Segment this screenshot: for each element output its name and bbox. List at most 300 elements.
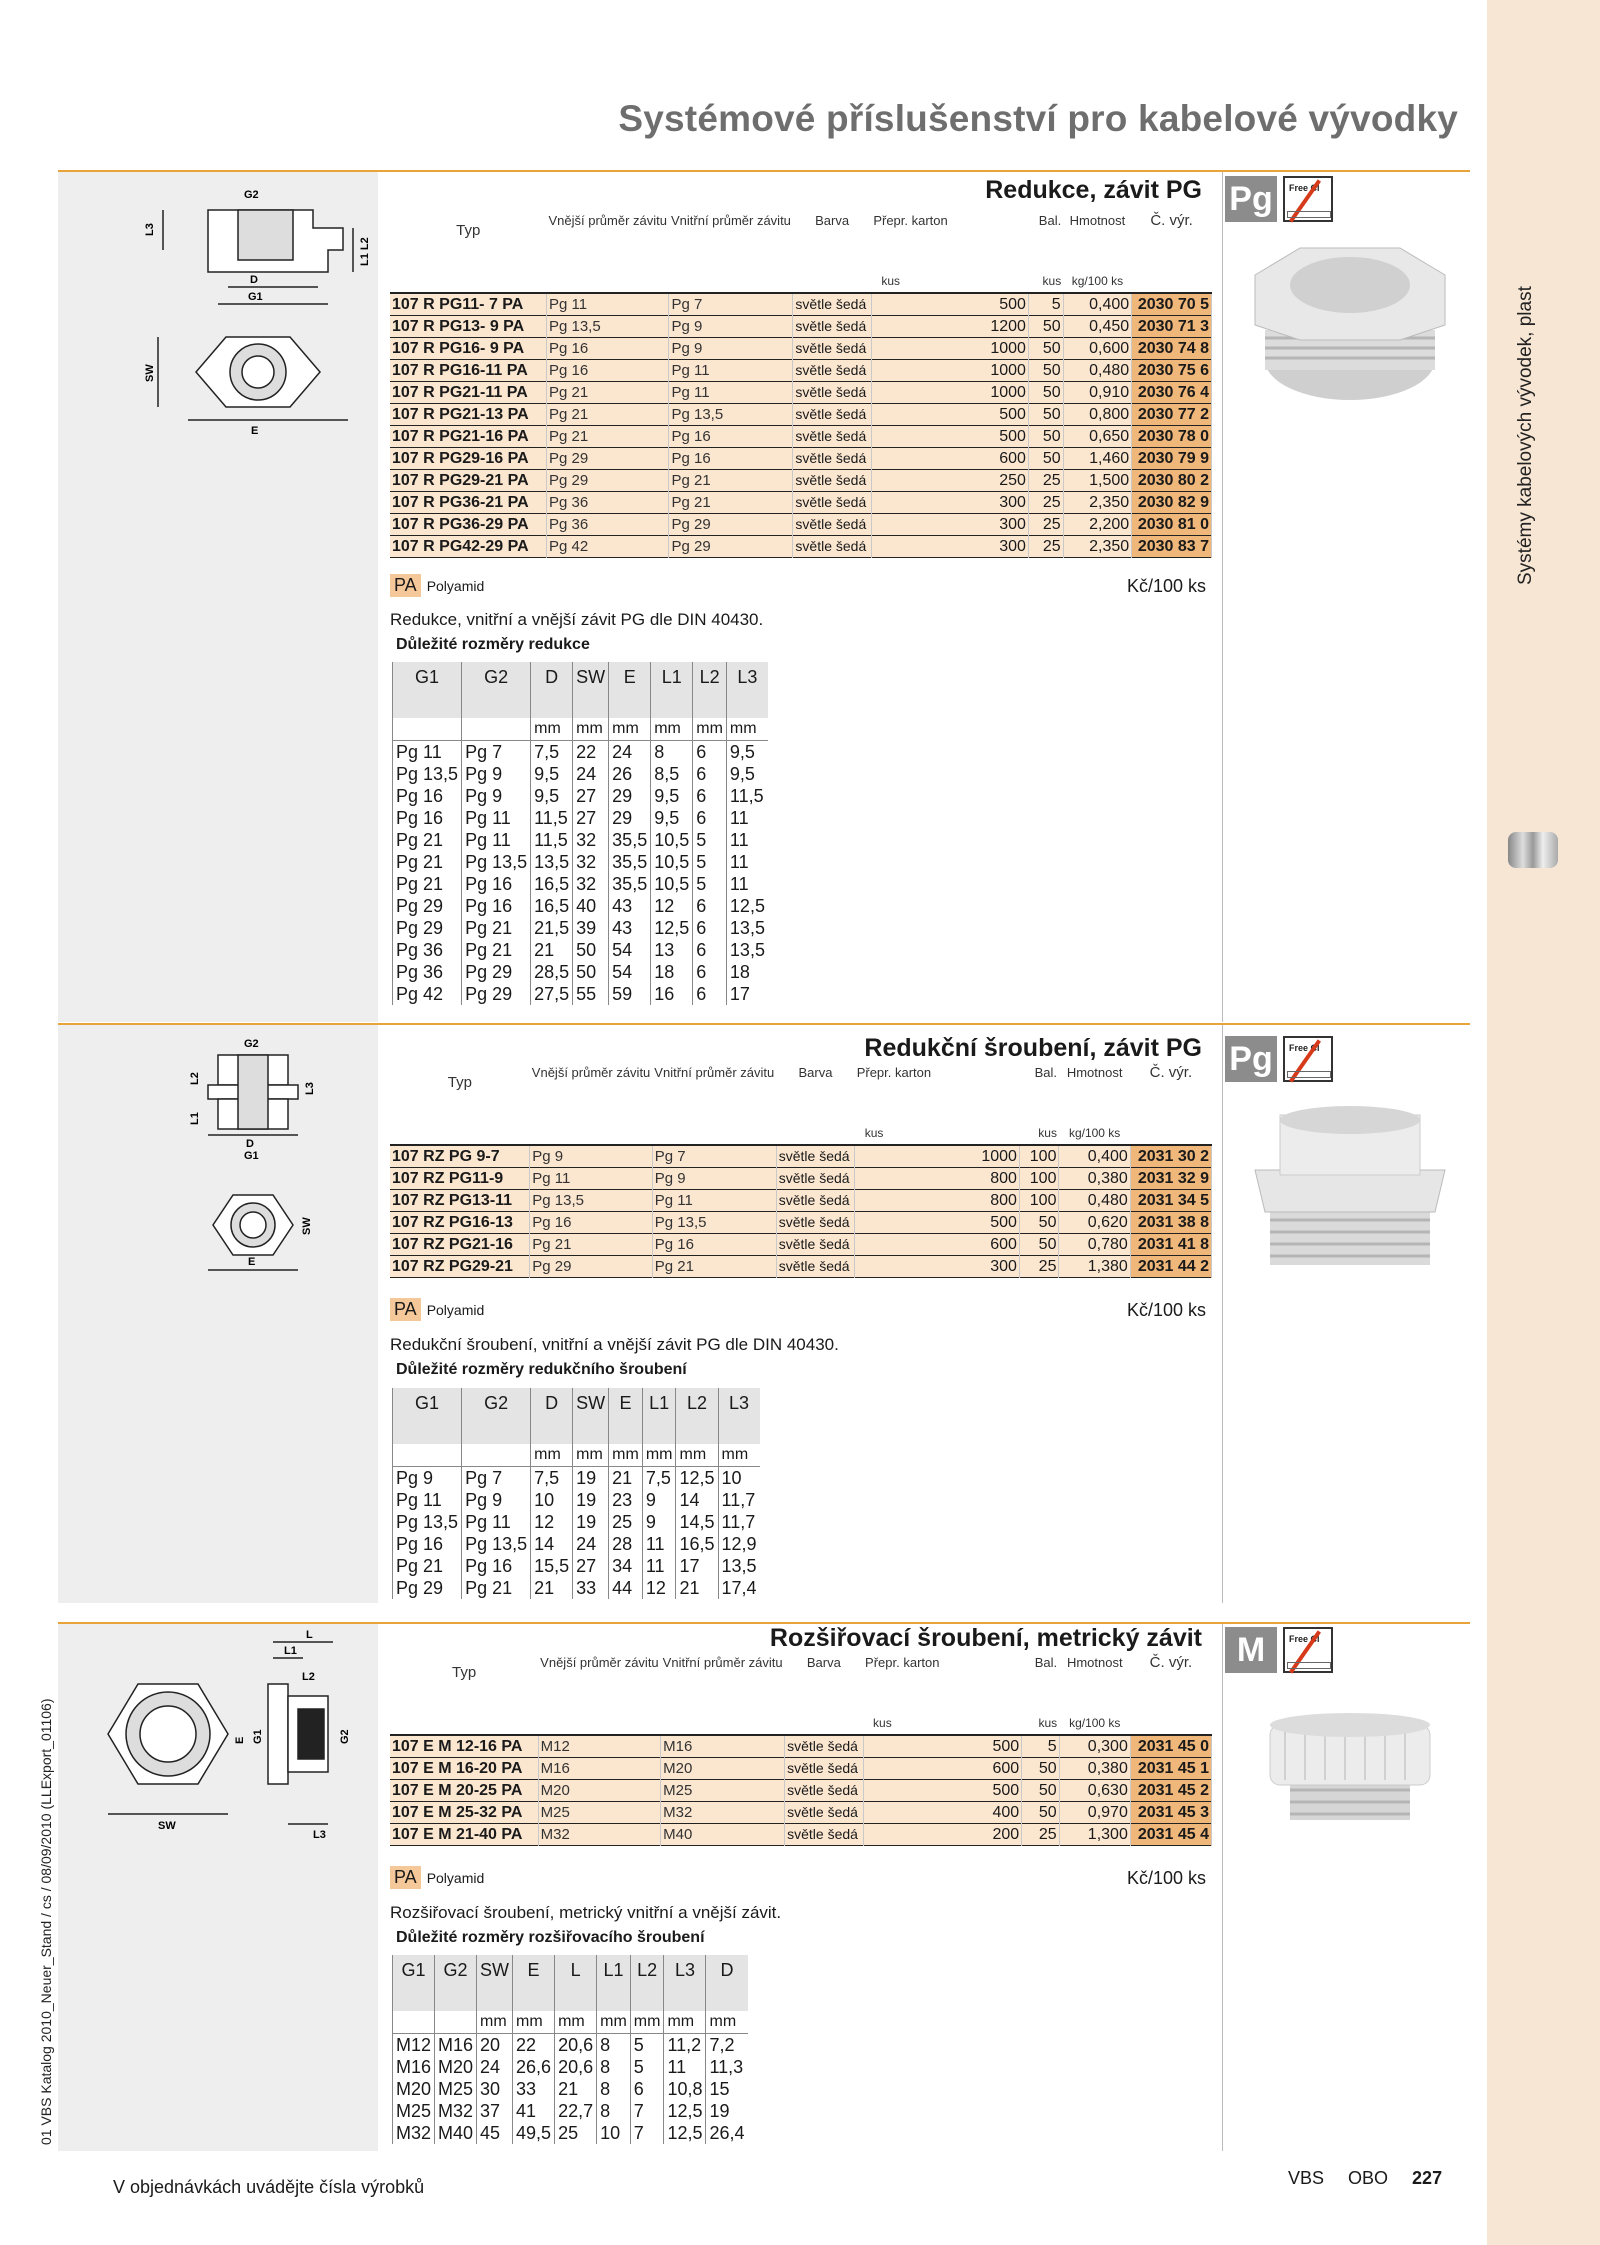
dim-label-g2: G2: [244, 189, 259, 201]
dims-cell: 13,5: [718, 1555, 760, 1577]
table-row: [390, 1168, 1212, 1190]
drawing-panel-2: [58, 1025, 378, 1603]
dims-cell: Pg 16: [462, 1555, 531, 1577]
dims-cell: 18: [651, 961, 693, 983]
dims-cell: 17: [676, 1555, 718, 1577]
dims-cell: 19: [706, 2100, 748, 2122]
dims-cell: Pg 11: [462, 829, 531, 851]
dims-cell: 26,4: [706, 2122, 748, 2144]
dims-cell: 12,5: [664, 2100, 706, 2122]
dims-cell: 32: [573, 851, 609, 873]
cell-type: 107 RZ PG29-21: [390, 1256, 530, 1278]
dim-label-g2: G2: [339, 1729, 351, 1744]
technical-drawing-reducing-fitting: [58, 1025, 378, 1285]
dims-row: [393, 895, 768, 917]
dims-row: [393, 2078, 748, 2100]
dims-cell: 8: [597, 2100, 631, 2122]
cell-pack: 25: [1028, 536, 1063, 558]
catalog-export-note: 01 VBS Katalog 2010_Neuer_Stand / cs / 08/09/2010 (LLExport_01106): [38, 1698, 54, 2145]
cell-pack: 50: [1028, 316, 1063, 338]
dims-cell: 7: [630, 2122, 664, 2144]
cell-outer-thread: Pg 29: [546, 448, 669, 470]
dims-row: [393, 1533, 760, 1555]
dims-cell: 21: [531, 939, 573, 961]
table-row: [390, 1256, 1212, 1278]
cell-pack: 50: [1019, 1234, 1059, 1256]
dims-cell: 11: [642, 1555, 676, 1577]
dims-cell: 12,5: [726, 895, 768, 917]
dim-label-l3: L3: [313, 1829, 326, 1841]
dims-cell: Pg 7: [462, 741, 531, 764]
drawing-panel-1: [58, 172, 378, 1022]
cell-pack: 100: [1019, 1145, 1059, 1168]
cell-outer-thread: M32: [538, 1824, 661, 1846]
product-description: Rozšiřovací šroubení, metrický vnitřní a vnější závit.: [390, 1903, 782, 1922]
dims-cell: 21: [676, 1577, 718, 1599]
dims-cell: 13,5: [726, 939, 768, 961]
dims-cell: 21: [531, 1577, 573, 1599]
dims-cell: 15,5: [531, 1555, 573, 1577]
col-weight: Hmotnost: [1066, 1065, 1123, 1080]
col-pack: Bal.: [1034, 1655, 1058, 1670]
dims-cell: 6: [693, 895, 727, 917]
cell-color: světle šedá: [776, 1190, 854, 1212]
dims-cell: Pg 21: [393, 851, 462, 873]
dims-cell: Pg 16: [393, 1533, 462, 1555]
cell-inner-thread: Pg 16: [669, 448, 793, 470]
cell-color: světle šedá: [785, 1735, 863, 1758]
dims-cell: 30: [477, 2078, 513, 2100]
cell-carton: 500: [863, 1780, 1022, 1802]
table-row: [390, 1190, 1212, 1212]
thread-type-badge: M: [1225, 1627, 1277, 1673]
dims-cell: Pg 13,5: [393, 763, 462, 785]
col-inner: Vnitřní průměr závitu: [670, 213, 791, 228]
cell-type: 107 RZ PG21-16: [390, 1234, 530, 1256]
unit-pack: kus: [1042, 274, 1062, 288]
dims-row: [393, 917, 768, 939]
product-table-2: [390, 1066, 1212, 1278]
dims-cell: Pg 16: [462, 873, 531, 895]
dims-cell: 43: [609, 917, 651, 939]
dim-label-d: D: [250, 274, 258, 286]
cell-pack: 50: [1028, 382, 1063, 404]
dims-row: [393, 1467, 760, 1490]
cell-weight: 0,480: [1063, 360, 1131, 382]
dims-cell: 8: [597, 2034, 631, 2057]
cell-article-number: 2031 38 8: [1130, 1212, 1211, 1234]
product-photo-reducing-fitting: [1240, 1100, 1460, 1290]
dims-unit: mm: [609, 1444, 643, 1467]
cell-pack: 25: [1028, 492, 1063, 514]
cell-pack: 50: [1019, 1212, 1059, 1234]
unit-weight: kg/100 ks: [1068, 1126, 1121, 1140]
table-row: [390, 360, 1212, 382]
cell-color: světle šedá: [776, 1256, 854, 1278]
dims-cell: 13: [651, 939, 693, 961]
col-color: Barva: [815, 213, 850, 228]
dims-table-2: [392, 1388, 760, 1599]
dims-unit: mm: [573, 718, 609, 741]
cell-color: světle šedá: [776, 1145, 854, 1168]
dims-cell: 9,5: [651, 807, 693, 829]
cell-outer-thread: Pg 16: [530, 1212, 653, 1234]
dims-title: Důležité rozměry redukčního šroubení: [396, 1361, 687, 1378]
cell-weight: 2,350: [1063, 536, 1131, 558]
cell-color: světle šedá: [776, 1234, 854, 1256]
dims-header: L1: [651, 662, 693, 692]
drawing-panel-3: [58, 1624, 378, 2151]
cell-carton: 300: [871, 492, 1028, 514]
cell-outer-thread: M12: [538, 1735, 661, 1758]
dims-table-3: [392, 1955, 748, 2144]
dims-cell: 27: [573, 807, 609, 829]
col-typ: Typ: [451, 1664, 477, 1681]
cell-color: světle šedá: [793, 293, 871, 316]
col-inner: Vnitřní průměr závitu: [654, 1065, 775, 1080]
cell-type: 107 RZ PG16-13: [390, 1212, 530, 1234]
dims-cell: 45: [477, 2122, 513, 2144]
dims-cell: 22,7: [555, 2100, 597, 2122]
dims-cell: 17,4: [718, 1577, 760, 1599]
dims-cell: Pg 11: [393, 741, 462, 764]
dim-label-sw: SW: [158, 1820, 176, 1832]
dims-header: D: [531, 1388, 573, 1418]
dims-cell: Pg 16: [462, 895, 531, 917]
col-art: Č. výr.: [1149, 1654, 1193, 1671]
cell-outer-thread: M25: [538, 1802, 661, 1824]
dims-unit: [393, 1444, 462, 1467]
dims-cell: 54: [609, 939, 651, 961]
material-code: PA: [390, 574, 421, 597]
table-row: [390, 1212, 1212, 1234]
col-pack: Bal.: [1038, 213, 1062, 228]
dims-cell: 49,5: [513, 2122, 555, 2144]
dims-unit: mm: [531, 718, 573, 741]
cell-type: 107 R PG16-11 PA: [390, 360, 546, 382]
dims-header: L3: [664, 1955, 706, 1985]
dims-cell: 35,5: [609, 829, 651, 851]
dims-cell: 17: [726, 983, 768, 1005]
col-outer: Vnější průměr závitu: [548, 213, 667, 228]
dims-row: [393, 2122, 748, 2144]
dims-cell: 21: [555, 2078, 597, 2100]
dims-cell: 34: [609, 1555, 643, 1577]
dims-unit: [435, 2011, 477, 2034]
cell-inner-thread: Pg 7: [652, 1145, 776, 1168]
col-weight: Hmotnost: [1066, 1655, 1123, 1670]
dims-cell: Pg 36: [393, 961, 462, 983]
dims-cell: 5: [630, 2034, 664, 2057]
cell-color: světle šedá: [793, 536, 871, 558]
dims-cell: 6: [693, 961, 727, 983]
dims-cell: 12,9: [718, 1533, 760, 1555]
thread-type-badge: Pg: [1225, 176, 1277, 222]
price-unit: Kč/100 ks: [1126, 576, 1206, 596]
cell-article-number: 2031 44 2: [1130, 1256, 1211, 1278]
dims-cell: 24: [573, 1533, 609, 1555]
cell-outer-thread: Pg 21: [530, 1234, 653, 1256]
dims-header: E: [513, 1955, 555, 1985]
dims-cell: 22: [513, 2034, 555, 2057]
dims-row: [393, 807, 768, 829]
cell-weight: 2,200: [1063, 514, 1131, 536]
dims-cell: 29: [609, 807, 651, 829]
cell-weight: 0,970: [1059, 1802, 1130, 1824]
cell-article-number: 2030 76 4: [1132, 382, 1212, 404]
col-art: Č. výr.: [1150, 212, 1193, 229]
table-row: [390, 536, 1212, 558]
dims-row: [393, 939, 768, 961]
dims-cell: M25: [393, 2100, 435, 2122]
cell-pack: 50: [1028, 448, 1063, 470]
dims-cell: M16: [393, 2056, 435, 2078]
dims-header: D: [531, 662, 573, 692]
dims-cell: Pg 9: [462, 763, 531, 785]
cell-type: 107 E M 16-20 PA: [390, 1758, 538, 1780]
dim-label-l2: L2: [302, 1671, 315, 1683]
dims-cell: 8: [597, 2056, 631, 2078]
dims-unit: mm: [531, 1444, 573, 1467]
table-row: [390, 1780, 1212, 1802]
dims-cell: 16: [651, 983, 693, 1005]
dims-cell: Pg 21: [462, 917, 531, 939]
cell-carton: 1000: [871, 338, 1028, 360]
cell-type: 107 R PG16- 9 PA: [390, 338, 546, 360]
right-color-band: [1487, 0, 1600, 2245]
dims-cell: 27: [573, 1555, 609, 1577]
dims-unit: mm: [609, 718, 651, 741]
dims-header: G2: [462, 662, 531, 692]
dims-cell: 19: [573, 1467, 609, 1490]
dims-header: L: [555, 1955, 597, 1985]
dims-unit: mm: [597, 2011, 631, 2034]
dims-cell: 10,5: [651, 873, 693, 895]
cell-color: světle šedá: [793, 382, 871, 404]
dims-cell: Pg 11: [462, 1511, 531, 1533]
cell-outer-thread: Pg 21: [546, 382, 669, 404]
cell-color: světle šedá: [793, 404, 871, 426]
col-typ: Typ: [447, 1074, 472, 1091]
cell-type: 107 R PG21-16 PA: [390, 426, 546, 448]
dims-row: [393, 741, 768, 764]
cell-carton: 800: [855, 1168, 1020, 1190]
section-title-3: Rozšiřovací šroubení, metrický závit: [769, 1624, 1202, 1652]
cell-article-number: 2030 77 2: [1132, 404, 1212, 426]
col-weight: Hmotnost: [1069, 213, 1126, 228]
dims-cell: Pg 9: [462, 1489, 531, 1511]
col-color: Barva: [798, 1065, 833, 1080]
dims-cell: 9,5: [651, 785, 693, 807]
table-row: [390, 1145, 1212, 1168]
dims-cell: 28: [609, 1533, 643, 1555]
section-title-1: Redukce, závit PG: [985, 176, 1202, 204]
cell-weight: 0,630: [1059, 1780, 1130, 1802]
cell-weight: 0,620: [1059, 1212, 1130, 1234]
cell-weight: 0,400: [1059, 1145, 1130, 1168]
cell-outer-thread: Pg 36: [546, 514, 669, 536]
dims-cell: 13,5: [531, 851, 573, 873]
cell-carton: 800: [855, 1190, 1020, 1212]
cell-inner-thread: Pg 9: [669, 338, 793, 360]
product-description: Redukce, vnitřní a vnější závit PG dle DIN 40430.: [390, 610, 764, 629]
cell-weight: 1,460: [1063, 448, 1131, 470]
cell-type: 107 RZ PG 9-7: [390, 1145, 530, 1168]
dims-cell: 11,2: [664, 2034, 706, 2057]
dims-cell: 41: [513, 2100, 555, 2122]
cell-type: 107 R PG29-21 PA: [390, 470, 546, 492]
cell-outer-thread: Pg 9: [530, 1145, 653, 1168]
cell-inner-thread: Pg 16: [669, 426, 793, 448]
dims-header: L2: [676, 1388, 718, 1418]
table-row: [390, 470, 1212, 492]
dims-cell: 5: [630, 2056, 664, 2078]
dims-cell: 6: [693, 785, 727, 807]
cell-weight: 0,450: [1063, 316, 1131, 338]
dims-cell: Pg 9: [462, 785, 531, 807]
cell-article-number: 2030 71 3: [1132, 316, 1212, 338]
dims-cell: 25: [555, 2122, 597, 2144]
dims-cell: 11,3: [706, 2056, 748, 2078]
cell-pack: 5: [1022, 1735, 1059, 1758]
unit-weight: kg/100 ks: [1071, 274, 1124, 288]
halogen-free-icon: Free Cl: [1283, 176, 1333, 222]
material-name: Polyamid: [426, 1870, 485, 1886]
cell-article-number: 2030 70 5: [1132, 293, 1212, 316]
dims-cell: 37: [477, 2100, 513, 2122]
dims-cell: 19: [573, 1511, 609, 1533]
dims-row: [393, 851, 768, 873]
dims-row: [393, 785, 768, 807]
dims-header: SW: [573, 662, 609, 692]
dims-cell: 21: [609, 1467, 643, 1490]
dims-cell: 12,5: [651, 917, 693, 939]
cell-outer-thread: M20: [538, 1780, 661, 1802]
halogen-free-icon: Free Cl: [1283, 1627, 1333, 1673]
cell-inner-thread: Pg 11: [669, 360, 793, 382]
dims-cell: 5: [693, 829, 727, 851]
dim-label-l: L: [306, 1629, 313, 1641]
dims-cell: 12,5: [664, 2122, 706, 2144]
col-inner: Vnitřní průměr závitu: [662, 1655, 783, 1670]
cell-inner-thread: M32: [661, 1802, 785, 1824]
dims-cell: 44: [609, 1577, 643, 1599]
cell-weight: 0,380: [1059, 1168, 1130, 1190]
dims-header: E: [609, 1388, 643, 1418]
dims-unit: mm: [718, 1444, 760, 1467]
dim-label-g1: G1: [244, 1150, 259, 1162]
dim-label-g1: G1: [252, 1729, 264, 1744]
dims-row: [393, 829, 768, 851]
dim-label-l1l2: L1 L2: [359, 237, 371, 266]
dims-cell: 7,2: [706, 2034, 748, 2057]
cell-weight: 0,910: [1063, 382, 1131, 404]
cell-pack: 5: [1028, 293, 1063, 316]
cell-type: 107 RZ PG11-9: [390, 1168, 530, 1190]
cell-type: 107 R PG29-16 PA: [390, 448, 546, 470]
dims-cell: 16,5: [531, 895, 573, 917]
dims-header: G1: [393, 662, 462, 692]
cell-color: světle šedá: [785, 1802, 863, 1824]
dims-cell: 9,5: [531, 785, 573, 807]
dims-cell: Pg 29: [393, 895, 462, 917]
unit-carton: kus: [881, 274, 900, 288]
cell-weight: 1,380: [1059, 1256, 1130, 1278]
dim-label-e: E: [248, 1256, 256, 1268]
dims-cell: 6: [693, 917, 727, 939]
cell-outer-thread: Pg 29: [546, 470, 669, 492]
dims-row: [393, 1489, 760, 1511]
dims-cell: 50: [573, 961, 609, 983]
dims-cell: 6: [693, 763, 727, 785]
dims-cell: 54: [609, 961, 651, 983]
dims-cell: Pg 13,5: [462, 851, 531, 873]
cell-outer-thread: Pg 21: [546, 426, 669, 448]
table-row: [390, 1758, 1212, 1780]
cell-weight: 2,350: [1063, 492, 1131, 514]
dims-row: [393, 2100, 748, 2122]
col-pack: Bal.: [1034, 1065, 1057, 1080]
cell-inner-thread: Pg 29: [669, 514, 793, 536]
side-thumbnail: [1508, 832, 1558, 868]
cell-outer-thread: Pg 11: [530, 1168, 653, 1190]
cell-pack: 50: [1022, 1802, 1059, 1824]
cell-article-number: 2030 81 0: [1132, 514, 1212, 536]
dims-cell: Pg 11: [393, 1489, 462, 1511]
cell-inner-thread: M20: [661, 1758, 785, 1780]
cell-carton: 600: [871, 448, 1028, 470]
table-row: [390, 514, 1212, 536]
product-photo-expander: [1240, 1700, 1460, 1830]
dims-row: [393, 1577, 760, 1599]
cell-pack: 25: [1028, 514, 1063, 536]
cell-carton: 1000: [871, 382, 1028, 404]
dims-unit: mm: [693, 718, 727, 741]
cell-carton: 500: [871, 293, 1028, 316]
dims-cell: Pg 29: [462, 961, 531, 983]
table-row: [390, 382, 1212, 404]
cell-inner-thread: Pg 16: [652, 1234, 776, 1256]
cell-article-number: 2031 34 5: [1130, 1190, 1211, 1212]
unit-pack: kus: [1038, 1716, 1058, 1730]
material-legend: [390, 1866, 484, 1889]
cell-weight: 0,650: [1063, 426, 1131, 448]
cell-outer-thread: Pg 13,5: [530, 1190, 653, 1212]
dims-row: [393, 2034, 748, 2057]
dims-row: [393, 1555, 760, 1577]
dims-unit: mm: [726, 718, 768, 741]
cell-carton: 1200: [871, 316, 1028, 338]
cell-carton: 1000: [855, 1145, 1020, 1168]
dim-label-d: D: [246, 1138, 254, 1150]
dims-unit: mm: [555, 2011, 597, 2034]
dims-cell: 16,5: [531, 873, 573, 895]
cell-pack: 100: [1019, 1190, 1059, 1212]
page-number: 227: [1412, 2168, 1443, 2188]
cell-article-number: 2030 79 9: [1132, 448, 1212, 470]
dims-header: L1: [642, 1388, 676, 1418]
dims-cell: 20,6: [555, 2034, 597, 2057]
dims-cell: Pg 21: [462, 1577, 531, 1599]
dims-cell: 11: [726, 851, 768, 873]
dims-cell: 14: [676, 1489, 718, 1511]
cell-article-number: 2030 83 7: [1132, 536, 1212, 558]
cell-inner-thread: Pg 21: [652, 1256, 776, 1278]
dims-cell: Pg 7: [462, 1467, 531, 1490]
technical-drawing-reduction: [58, 172, 378, 492]
cell-article-number: 2031 32 9: [1130, 1168, 1211, 1190]
dims-cell: 9,5: [726, 741, 768, 764]
